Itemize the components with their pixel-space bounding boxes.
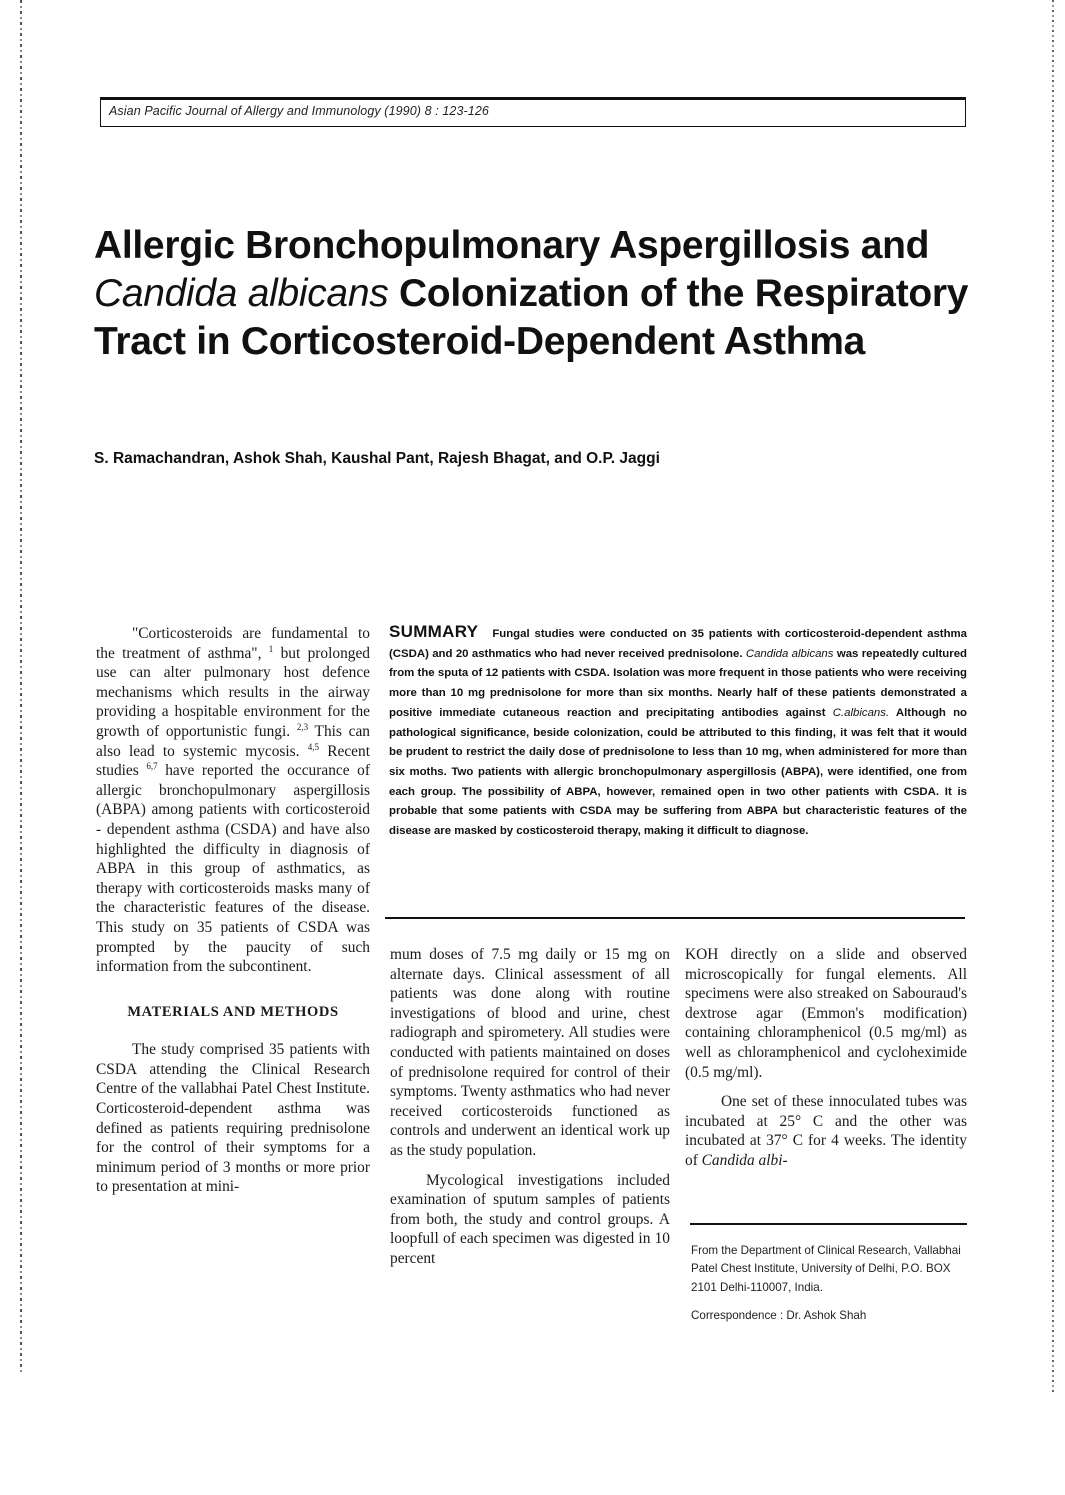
- intro-text-e: have reported the occurance of allergic bronchopulmonary aspergillosis (ABPA) among patients with corticosteroid - dependent asthma (CSDA) and have also highlighted the difficulty in diagnosis of ABPA in this group of asthmatics, as therapy with corticosteroids masks many of the characteristic features of the disease. This study on 35 patients of CSDA was prompted by the paucity of such information from the subcontinent.: [96, 762, 370, 976]
- intro-paragraph: [96, 624, 370, 977]
- intro-text-d: Recent studies: [96, 742, 370, 780]
- summary-label: SUMMARY: [389, 622, 479, 641]
- scan-edge-right: [1052, 0, 1054, 1395]
- summary-italic-2: C.albicans.: [832, 706, 890, 719]
- summary-text-3: Although no pathological significance, beside colonization, could be attributed to this finding, it was felt that it would be prudent to restrict the daily dose of prednisolone to less than 10 mg, when administered for more than six moths. Two patients with allergic bronchopulmonary aspergillosis (ABPA), were identified, one from each group. The possibility of ABPA, however, remained open in two other patients with CSDA. It is probable that some patients with CSDA may be suffering from ABPA but characteristic features of the disease are masked by costicosteroid therapy, making it difficult to diagnose.: [389, 706, 968, 838]
- summary-text-2: was repeatedly cultured from the sputa of 12 patients with CSDA. Isolation was more frequent in those patients who were receiving more than 10 mg prednisolone for more than six months. Nearly half of these patients demonstrated a positive immediate cutaneous reaction and precipitating antibodies against: [389, 647, 967, 719]
- affiliation: From the Department of Clinical Research, Vallabhai Patel Chest Institute, University of Delhi, P.O. BOX 2101 Delhi-110007, India.: [691, 1244, 961, 1294]
- section-heading-methods: MATERIALS AND METHODS: [127, 1003, 339, 1020]
- author-list: S. Ramachandran, Ashok Shah, Kaushal Pant, Rajesh Bhagat, and O.P. Jaggi: [94, 450, 660, 467]
- methods-italic-species: Candida albi-: [701, 1151, 788, 1169]
- methods-paragraph-3: [685, 1092, 967, 1170]
- citation-ref: 1: [268, 643, 274, 654]
- scan-edge-left: [20, 0, 22, 1375]
- methods-paragraph-1: The study comprised 35 patients with CSDA attending the Clinical Research Centre of the vallabhai Patel Chest Institute. Corticosteroid-dependent asthma was defined as patients requiring prednisolone for the control of their symptoms for a minimum period of 3 months or more prior to presentation at mini-: [96, 1041, 370, 1196]
- summary-text-1: Fungal studies were conducted on 35 patients with corticosteroid-dependent asthma (CSDA) and 20 asthmatics who had never received prednisolone.: [389, 628, 967, 660]
- summary-divider: [385, 917, 965, 919]
- methods-paragraph-2-cont: KOH directly on a slide and observed microscopically for fungal elements. All specimens were also streaked on Sabouraud's dextrose agar (Emmon's modification) containing chloramphenicol (0.5 mg/ml) as well as chloramphenicol and cycloheximide (0.5 mg/ml).: [685, 946, 967, 1081]
- summary-abstract: [389, 622, 967, 842]
- citation-ref: 4,5: [307, 741, 320, 752]
- intro-text-b: but prolonged use can alter pulmonary host defence mechanisms which results in the airway providing a hospitable environment for the growth of opportunistic fungi.: [96, 644, 370, 740]
- title-part-1: Allergic Bronchopulmonary Aspergillosis and: [94, 224, 930, 267]
- title-part-2: Colonization of the Respiratory Tract in Corticosteroid-Dependent Asthma: [94, 272, 969, 363]
- citation-ref: 2,3: [296, 721, 309, 732]
- methods-paragraph-1-cont: mum doses of 7.5 mg daily or 15 mg on alternate days. Clinical assessment of all patients was done along with routine investigations of blood and urine, chest radiograph and spirometery. All studies were conducted with patients maintained on doses of prednisolone required for control of their symptoms. Twenty asthmatics who had never received corticosteroids functioned as controls and underwent an identical work up as the study population.: [390, 946, 670, 1159]
- column-1: [96, 624, 370, 1197]
- column-3: [685, 945, 967, 1171]
- footnote-divider: [690, 1223, 967, 1225]
- journal-citation: Asian Pacific Journal of Allergy and Immunology (1990) 8 : 123-126: [109, 104, 489, 118]
- intro-text-a: "Corticosteroids are fundamental to the treatment of asthma",: [96, 625, 370, 662]
- journal-header-box: [100, 97, 966, 127]
- summary-italic-1: Candida albicans: [745, 647, 834, 660]
- article-title: [94, 222, 974, 366]
- footnote: [691, 1242, 971, 1326]
- title-italic-species: Candida albicans: [94, 272, 389, 315]
- methods-text-3: One set of these innoculated tubes was incubated at 25° C and the other was incubated at 37° C for 4 weeks. The identity of: [685, 1093, 967, 1169]
- methods-paragraph-2: Mycological investigations included examination of sputum samples of patients from both, the study and control groups. A loopfull of each specimen was digested in 10 percent: [390, 1171, 670, 1267]
- correspondence: Correspondence : Dr. Ashok Shah: [691, 1309, 867, 1323]
- intro-text-c: This can also lead to systemic mycosis.: [96, 722, 370, 760]
- citation-ref: 6,7: [146, 761, 158, 772]
- column-2: [390, 945, 670, 1269]
